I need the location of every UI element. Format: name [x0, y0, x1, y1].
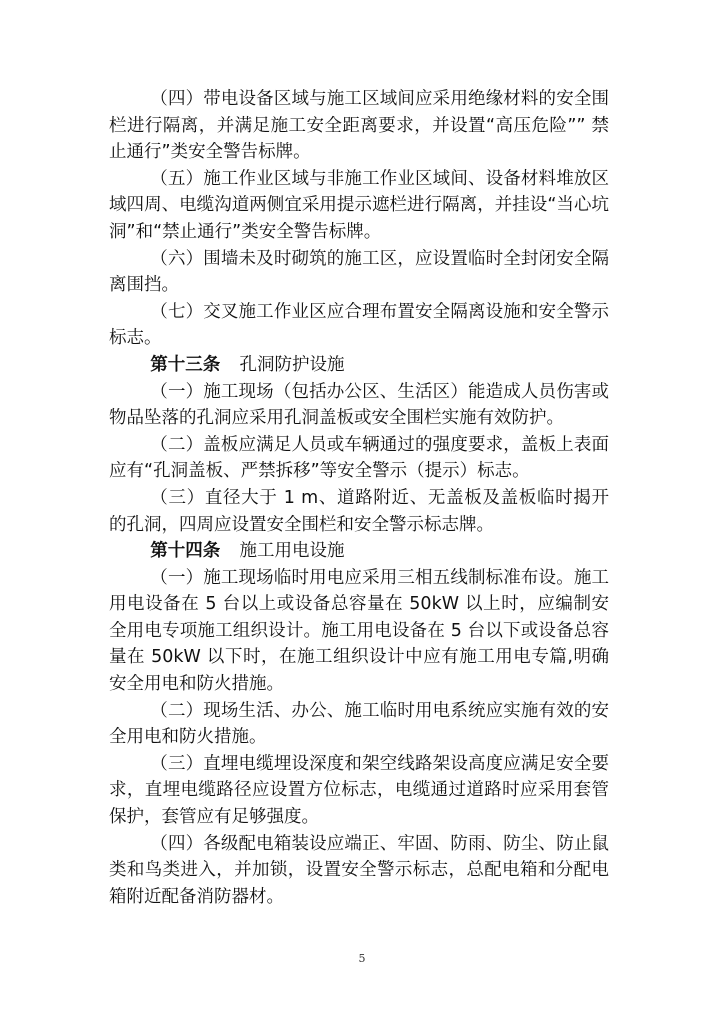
paragraph: （四）各级配电箱装设应端正、牢固、防雨、防尘、防止鼠类和鸟类进入，并加锁，设置安全警示标志，总配电箱和分配电箱附近配备消防器材。: [109, 833, 609, 907]
page-number: 5: [358, 952, 366, 965]
paragraph: （二）盖板应满足人员或车辆通过的强度要求，盖板上表面应有“孔洞盖板、严禁拆移”等安全警示（提示）标志。: [109, 434, 609, 482]
paragraph: （七）交叉施工作业区应合理布置安全隔离设施和安全警示标志。: [109, 301, 609, 349]
paragraph: （一）施工现场（包括办公区、生活区）能造成人员伤害或物品坠落的孔洞应采用孔洞盖板或安全围栏实施有效防护。: [109, 381, 609, 429]
article-14-heading: [109, 538, 609, 565]
article-13-number: 第十三条: [150, 354, 221, 375]
paragraph: （一）施工现场临时用电应采用三相五线制标准布设。施工用电设备在 5 台以上或设备总容量在 50kW 以上时，应编制安全用电专项施工组织设计。施工用电设备在 5 台以下或设备总容量在 50kW 以下时，在施工组织设计中应有施工用电专篇,明确安全用电和防火措施。: [109, 567, 609, 695]
paragraph: （五）施工作业区域与非施工作业区域间、设备材料堆放区域四周、电缆沟道两侧宜采用提示遮栏进行隔离，并挂设“当心坑洞”和“禁止通行”类安全警告标牌。: [109, 168, 609, 242]
article-14-title: 施工用电设施: [239, 541, 345, 562]
article-14-number: 第十四条: [150, 541, 221, 562]
article-13-title: 孔洞防护设施: [239, 354, 345, 375]
paragraph: （二）现场生活、办公、施工临时用电系统应实施有效的安全用电和防火措施。: [109, 700, 609, 748]
document-body: [109, 86, 609, 910]
article-13-heading: [109, 352, 609, 379]
paragraph: （四）带电设备区域与施工区域间应采用绝缘材料的安全围栏进行隔离，并满足施工安全距离要求，并设置“高压危险”” 禁止通行”类安全警告标牌。: [109, 89, 609, 163]
paragraph: （三）直埋电缆埋设深度和架空线路架设高度应满足安全要求，直埋电缆路径应设置方位标志，电缆通过道路时应采用套管保护，套管应有足够强度。: [109, 753, 609, 828]
paragraph: （六）围墙未及时砌筑的施工区，应设置临时全封闭安全隔离围挡。: [109, 248, 609, 296]
paragraph: （三）直径大于 1 m、道路附近、无盖板及盖板临时揭开的孔洞，四周应设置安全围栏和安全警示标志牌。: [109, 487, 609, 535]
